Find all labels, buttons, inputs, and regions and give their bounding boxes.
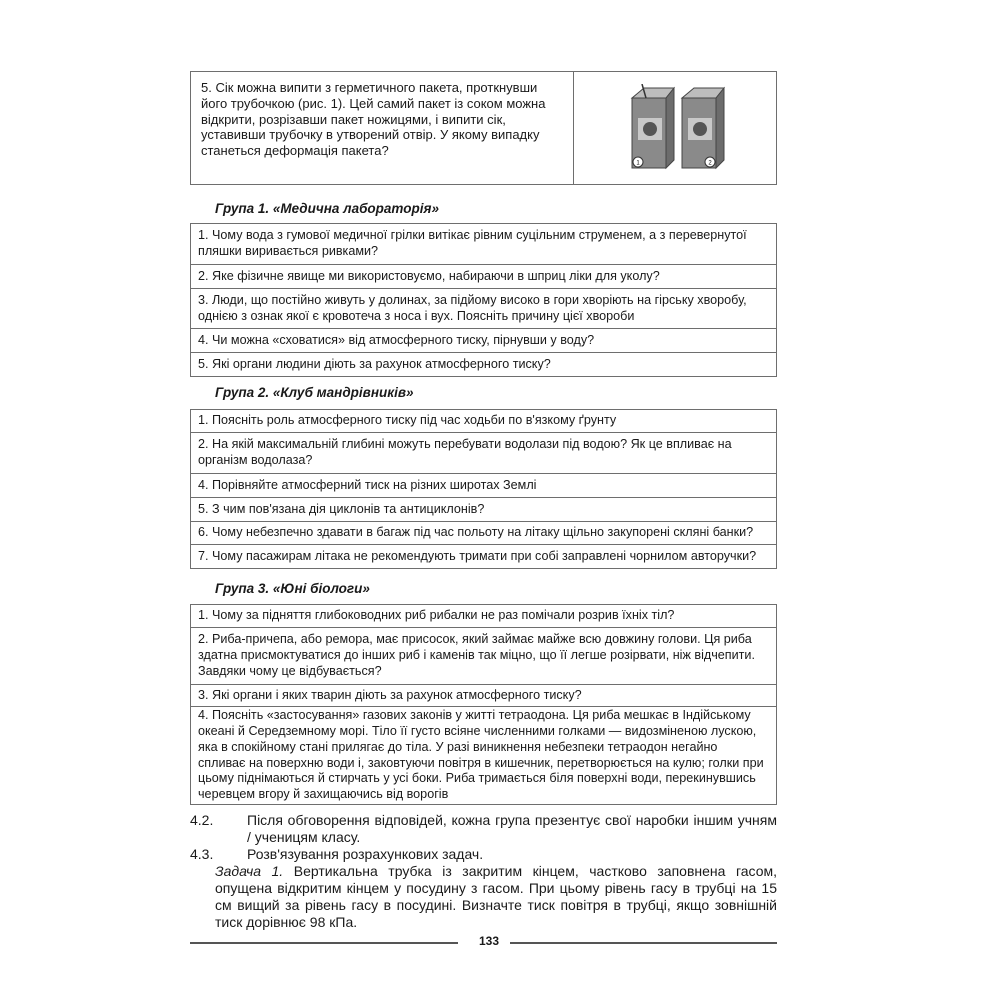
group-2-table (190, 409, 777, 569)
juice-package-image-1 (630, 84, 676, 172)
group-3-table (190, 604, 777, 805)
table-row: 1. Чому за підняття глибоководних риб рибалки не раз помічали розрив їхніх тіл? (191, 605, 776, 628)
question-5-table (190, 71, 777, 185)
table-row: 4. Поясніть «застосування» газових законів у житті тетраодона. Ця риба мешкає в Індійському океані й Середземному морі. Тіло її густо всіяне численними голками — видозміненою лускою, яка в спокійному стані прилягає до тіла. У разі виникнення небезпеки тетраодон негайно спливає на поверхню води і, заковтуючи повітря в кишечник, перетворюється на кулю; голки при цьому піднімаються й стирчать у усі боки. Риба тримається біля поверхні води, перекинувшись черевцем вгору й захищаючись від ворогів (198, 708, 764, 802)
footer-rule-left (190, 942, 458, 944)
table-row: 5. Які органи людини діють за рахунок атмосферного тиску? (198, 356, 551, 371)
task-1-label: Задача 1. (215, 863, 284, 879)
footer-rule-right (510, 942, 777, 944)
figure-label-2: 2 (708, 160, 712, 167)
task-1-text: Вертикальна трубка із закритим кінцем, частково заповнена гасом, опущена відкритим кінцем у посудину з гасом. При цьому рівень гасу в трубці на 15 см вищий за рівень гасу в посудині. Визначте тиск повітря в трубці, якщо зовнішній тиск дорівнює 98 кПа. (215, 863, 777, 930)
question-5-text: 5. Сік можна випити з герметичного пакета, проткнувши його трубочкою (рис. 1). Цей самий пакет із соком можна відкрити, розрізавши пакет ножицями, і випити сік, уставивши трубочку в утворений отвір. У якому випадку станеться деформація пакета? (191, 72, 574, 184)
group-2-title: Група 2. «Клуб мандрівників» (215, 385, 414, 400)
step-4-3-number: 4.3. (190, 846, 214, 862)
group-1-table (190, 223, 777, 377)
table-row: 3. Люди, що постійно живуть у долинах, за підйому високо в гори хворіють на гірську хворобу, однією з ознак якої є кровотеча з носа і вух. Поясніть причину цієї хвороби (191, 289, 776, 329)
task-1 (215, 863, 777, 931)
step-4-2-number: 4.2. (190, 812, 214, 828)
table-row: 6. Чому небезпечно здавати в багаж під час польоту на літаку щільно закупорені скляні банки? (191, 522, 776, 545)
group-3-title: Група 3. «Юні біологи» (215, 581, 370, 596)
group-1-title: Група 1. «Медична лабораторія» (215, 201, 439, 216)
table-row: 2. Яке фізичне явище ми використовуємо, набираючи в шприц ліки для уколу? (191, 265, 776, 289)
table-row: 3. Які органи і яких тварин діють за рахунок атмосферного тиску? (191, 685, 776, 707)
figure-label-1: 1 (636, 160, 640, 167)
table-row: 1. Поясніть роль атмосферного тиску під час ходьби по в'язкому ґрунту (191, 410, 776, 433)
juice-package-figure (574, 72, 776, 184)
step-4-2-text: Після обговорення відповідей, кожна група презентує свої наробки іншим учням / ученицям класу. (247, 812, 777, 845)
table-row: 5. З чим пов'язана дія циклонів та антициклонів? (191, 498, 776, 522)
table-row: 1. Чому вода з гумової медичної грілки витікає рівним суцільним струменем, а з перевернутої пляшки виривається ривками? (191, 224, 776, 265)
step-4-3-text: Розв'язування розрахункових задач. (247, 846, 484, 862)
juice-package-image-2 (680, 84, 726, 172)
table-row: 2. На якій максимальній глибині можуть перебувати водолази під водою? Як це впливає на організм водолаза? (191, 433, 776, 474)
table-row: 4. Порівняйте атмосферний тиск на різних широтах Землі (191, 474, 776, 498)
table-row: 7. Чому пасажирам літака не рекомендують тримати при собі заправлені чорнилом авторучки? (198, 548, 757, 563)
table-row: 2. Риба-причепа, або ремора, має присосок, який займає майже всю довжину голови. Ця риба здатна присмоктуватися до інших риб і каменів так міцно, що її легше розірвати, ніж відчепити. Завдяки чому це відбувається? (191, 628, 776, 685)
table-row: 4. Чи можна «сховатися» від атмосферного тиску, пірнувши у воду? (191, 329, 776, 353)
page-number: 133 (478, 934, 500, 948)
